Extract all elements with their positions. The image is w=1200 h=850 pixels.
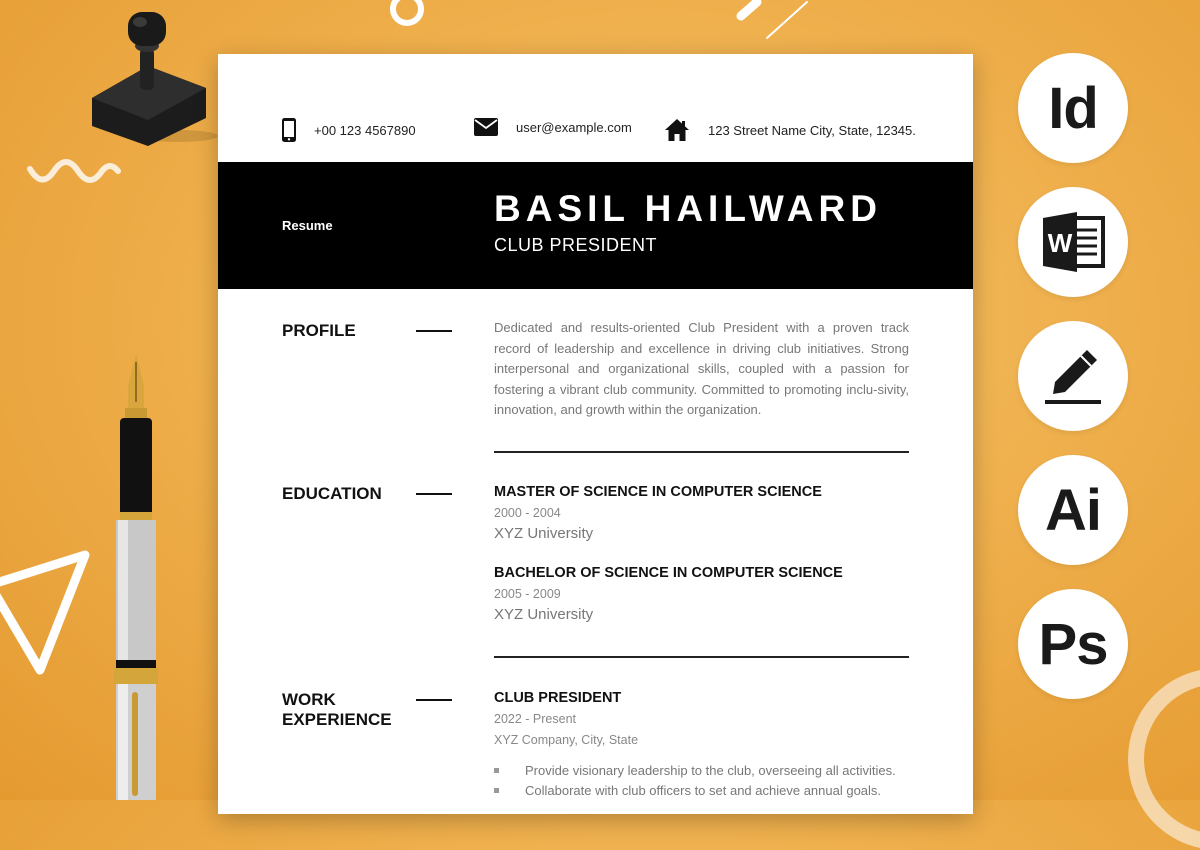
phone-text: +00 123 4567890 (314, 122, 416, 138)
bullet-text: Collaborate with club officers to set and achieve annual goals. (525, 783, 882, 798)
signature-badge (1018, 321, 1128, 431)
degree-title: MASTER OF SCIENCE IN COMPUTER SCIENCE (494, 484, 822, 500)
decorative-ring-large (1128, 668, 1200, 850)
bullet-text: Provide visionary leadership to the club, overseeing all activities. (525, 763, 896, 778)
decorative-triangle (0, 545, 110, 685)
degree-title: BACHELOR OF SCIENCE IN COMPUTER SCIENCE (494, 565, 843, 581)
section-divider (494, 656, 909, 658)
profile-text: Dedicated and results-oriented Club President with a proven track record of leadership and excellence in driving club initiatives. Strong interpersonal and organizational skills, coupled with a passion for fostering a vibrant club community. Committed to promoting inclu-sivity, innovation, and growth within the organization. (494, 320, 909, 417)
job-bullet (494, 763, 896, 778)
decorative-squiggle (26, 155, 121, 191)
header-banner (218, 162, 973, 289)
education-heading: EDUCATION (282, 484, 382, 503)
degree-years: 2005 - 2009 (494, 587, 561, 601)
contact-email (474, 118, 632, 136)
profile-heading: PROFILE (282, 321, 356, 340)
decorative-slash (735, 0, 815, 40)
rubber-stamp-icon (88, 8, 218, 148)
degree-school: XYZ University (494, 525, 594, 542)
job-period: 2022 - Present (494, 712, 576, 726)
fountain-pen-icon (104, 352, 168, 800)
email-text: user@example.com (516, 119, 632, 135)
degree-school: XYZ University (494, 606, 594, 623)
word-doc-icon (1041, 212, 1105, 272)
candidate-role: CLUB PRESIDENT (494, 235, 658, 255)
job-company: XYZ Company, City, State (494, 733, 639, 747)
bullet-square-icon (494, 768, 499, 773)
illustrator-label: Ai (1045, 477, 1101, 543)
envelope-icon (474, 118, 498, 136)
pen-sign-icon (1041, 344, 1105, 408)
contact-phone (282, 118, 416, 142)
photoshop-badge (1018, 589, 1128, 699)
job-title: CLUB PRESIDENT (494, 690, 622, 706)
word-badge (1018, 187, 1128, 297)
resume-label: Resume (282, 218, 333, 233)
job-bullet (494, 783, 881, 798)
candidate-name: BASIL HAILWARD (494, 188, 882, 229)
illustrator-badge (1018, 455, 1128, 565)
resume-document (218, 54, 973, 814)
indesign-badge (1018, 53, 1128, 163)
contact-address (664, 118, 916, 142)
work-heading-line1: WORK (282, 690, 336, 709)
house-icon (664, 118, 690, 142)
bullet-square-icon (494, 788, 499, 793)
photoshop-label: Ps (1038, 611, 1108, 677)
decorative-ring (390, 0, 424, 26)
work-heading-line2: EXPERIENCE (282, 710, 392, 729)
profile-dash (416, 330, 452, 332)
degree-years: 2000 - 2004 (494, 506, 561, 520)
work-heading (282, 690, 412, 730)
work-dash (416, 699, 452, 701)
section-divider (494, 451, 909, 453)
word-label: W (1047, 228, 1073, 258)
education-dash (416, 493, 452, 495)
indesign-label: Id (1048, 75, 1098, 141)
address-text: 123 Street Name City, State, 12345. (708, 122, 916, 138)
phone-icon (282, 118, 296, 142)
